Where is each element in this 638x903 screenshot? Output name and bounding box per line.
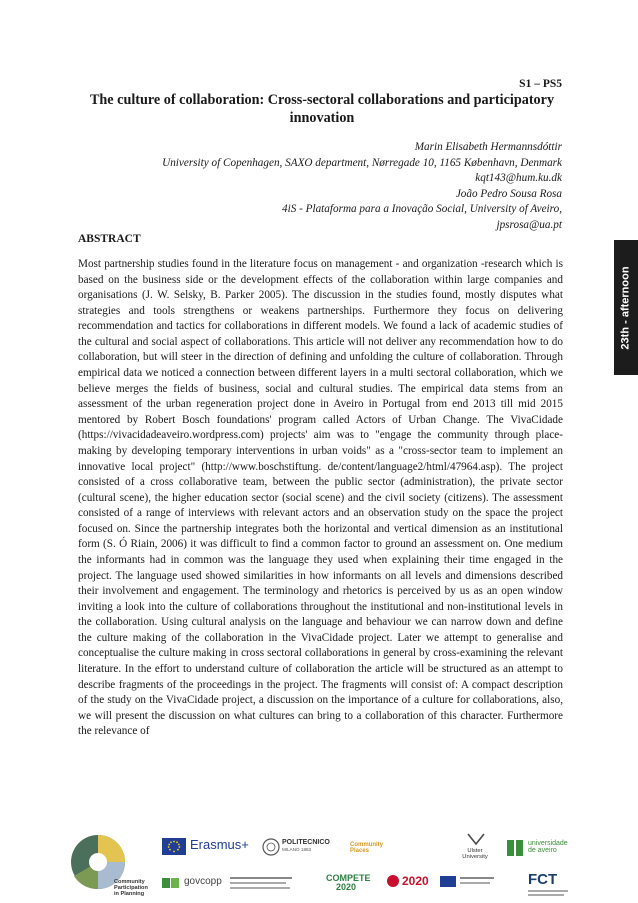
abstract-text: Most partnership studies found in the literature focus on management - and organization -research which is based on the business side or the development effects of the collaboration within large companies and organisations (J. W. Selsky, B. Parker 2005). The discussion in the studies found, mostly disputes what strategies and tools strengthens or weakens partnerships. Furthermore they focus on delivering recommendation and tactics for collaborations in different models. We found a lack of academic studies of the cultural and social aspect of collaborations. This article will not deliver any recommendation how to do collaboration, but will steer in the direction of defining and unfolding the culture of collaboration. Through empirical data we noticed a connection between different layers in a multi sectoral collaboration, which we believe merges the fields of business, social and cultural studies. The empirical data stems from an assessment of the urban regeneration project done in Aveiro in Portugal from end 2013 till mid 2015 mentored by Robert Bosch foundations' program called Actors of Urban Change. The VivaCidade (https://vivacidadeaveiro.wordpress.com) projects' aim was to "engage the community through place-making by developing temporary interventions in urban voids" as a "cross-sector team to implement an innovative local project" (http://www.boschstiftung. de/content/language2/html/47964.asp). The project consisted of a cross collaborative team, between the public sector (administration), the private sector (cultural scene), the higher education sector (social scene) and the civil society (citizens). The assessment consisted of a range of interviews with relevant actors and an observation study on the space the project focused on. Since the partnership integrates both the horizontal and vertical dimension as an institutional form (S. Ó Riain, 2006) it was difficult to find a common factor to ground an assessment on. One medium the informants had in common was the language they used when explaining their time engaged in the project. The language used showed similarities in how informants on all levels and dimensions described their involvement and engagement. The terminology and rhetorics is perceived by us as an open window inviting a look into the culture of collaborations throughout the institutional and non-institutional levels in the collaboration. Using cultural analysis on the language and behaviour we can narrow down and define the culture making of the collaboration in the VivaCidade project. Later we attempt to generalise and conceptualise the culture making in cross sectoral collaborations in general by cross-examining the relevant literature. In the effort to understand culture of collaboration the article will be structured as an attempt to describe fragments of the proceedings in the project. The fragments will consist of: A compact description of the study on the VivaCidade project, a discussion on the importance of a culture for collaborations, also, we will present the discussion on what cultures can bring to a collaboration of this character. Furthermore the relevance of — [78, 258, 563, 738]
aveiro-ua-icon — [506, 838, 524, 858]
universidade-aveiro-logo: universidade de aveiro — [528, 840, 568, 855]
author-email-1: kqt143@hum.ku.dk — [475, 172, 562, 185]
community-participation-label: Community Participation in Planning — [114, 879, 148, 897]
session-side-tab-label: 23th - afternoon — [620, 265, 632, 350]
session-side-tab — [614, 240, 638, 375]
author-name-1: Marin Elisabeth Hermannsdóttir — [414, 141, 562, 153]
portugal-2020-emblem-icon — [386, 874, 400, 888]
paper-title: The culture of collaboration: Cross-sectoral collaborations and participatory innovation — [89, 92, 555, 126]
politecnico-seal-icon — [262, 838, 280, 856]
compete-2020-logo: COMPETE 2020 — [326, 873, 371, 893]
erasmus-plus-logo: Erasmus+ — [190, 837, 249, 852]
community-places-logo: Community Places — [350, 842, 383, 855]
fct-logo: FCT — [528, 871, 558, 888]
abstract-heading: ABSTRACT — [78, 233, 141, 245]
ulster-crest-icon — [466, 832, 486, 846]
session-code: S1 – PS5 — [519, 78, 562, 90]
author-affiliation-1: University of Copenhagen, SAXO department, Nørregade 10, 1165 København, Denmark — [162, 156, 562, 169]
author-email-2: jpsrosa@ua.pt — [496, 218, 562, 231]
author-block — [62, 140, 562, 234]
ulster-university-logo: Ulster University — [462, 848, 488, 861]
author-name-2: João Pedro Sousa Rosa — [455, 187, 562, 200]
politecnico-logo: POLITECNICO — [282, 839, 330, 846]
portugal-2020-logo: 2020 — [402, 874, 429, 888]
politecnico-subtitle: MILANO 1863 — [282, 847, 312, 852]
eu-funds-flag-icon — [440, 876, 456, 887]
sponsor-logo-footer — [0, 822, 638, 903]
govcopp-icon — [162, 876, 180, 890]
author-affiliation-2: 4iS - Plataforma para a Inovação Social, University of Aveiro, — [282, 203, 562, 216]
eu-flag-icon — [162, 838, 186, 855]
govcopp-logo: govcopp — [184, 876, 222, 887]
